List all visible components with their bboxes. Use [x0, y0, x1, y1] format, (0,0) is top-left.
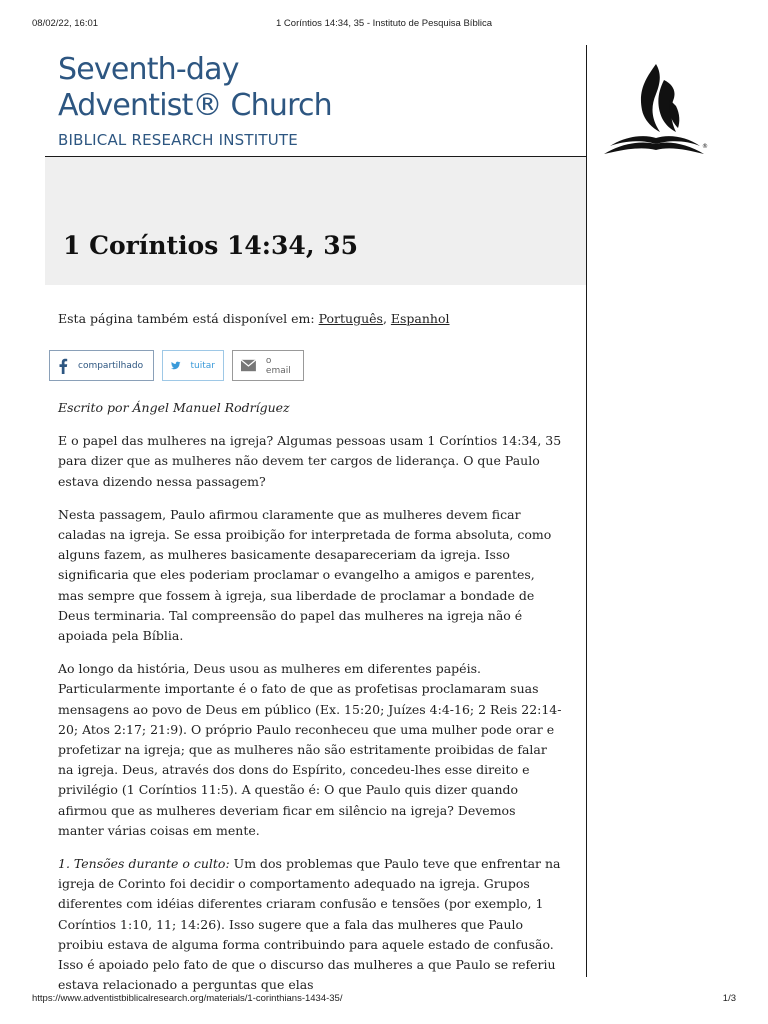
- svg-text:®: ®: [702, 143, 708, 150]
- article-author: Escrito por Ángel Manuel Rodríguez: [58, 400, 290, 415]
- facebook-icon: [58, 358, 68, 374]
- twitter-icon: [171, 359, 181, 372]
- share-email-label: o email: [265, 355, 291, 376]
- site-logo[interactable]: [58, 52, 332, 150]
- availability-prefix: Esta página também está disponível em:: [58, 311, 319, 326]
- adventist-emblem-icon: [600, 60, 708, 160]
- point-1-text: Um dos problemas que Paulo teve que enfrentar na igreja de Corinto foi decidir o comportamento adequado na igreja. Grupos diferentes com idéias diferentes criaram confusão e tensões (por exemplo, 1 Coríntios 1:10, 11; 14:26). Isso sugere que a fala das mulheres que Paulo proibiu estava de alguma forma contribuindo para aquele estado de confusão. Isso é apoiado pelo fato de que o discurso das mulheres a que Paulo se referiu estava relacionado a perguntas que elas: [58, 856, 561, 993]
- share-twitter-label: tuitar: [190, 360, 215, 371]
- print-page-title: 1 Coríntios 14:34, 35 - Instituto de Pesquisa Bíblica: [276, 18, 492, 29]
- article-paragraph: Ao longo da história, Deus usou as mulheres em diferentes papéis. Particularmente importante é o fato de que as profetisas proclamaram suas mensagens ao povo de Deus em público (Ex. 15:20; Juízes 4:4-16; 2 Reis 22:14-20; Atos 2:17; 21:9). O próprio Paulo reconheceu que uma mulher pode orar e profetizar na igreja; que as mulheres não são estritamente proibidas de falar na igreja. Deus, através dos dons do Espírito, concedeu-lhes esse direito e privilégio (1 Coríntios 11:5). A questão é: O que Paulo quis dizer quando afirmou que as mulheres deveriam ficar em silêncio na igreja? Devemos manter várias coisas em mente.: [58, 661, 562, 838]
- lang-link-portuguese[interactable]: Português: [318, 311, 383, 326]
- share-facebook-label: compartilhado: [78, 360, 144, 371]
- point-1-heading: 1. Tensões durante o culto:: [58, 856, 230, 872]
- logo-line-1: Seventh-day: [58, 52, 239, 87]
- article-paragraph-point-1: [58, 854, 563, 995]
- print-datetime: 08/02/22, 16:01: [32, 18, 99, 29]
- article-paragraph: E o papel das mulheres na igreja? Algumas pessoas usam 1 Coríntios 14:34, 35 para dizer que as mulheres não devem ter cargos de liderança. O que Paulo estava dizendo nessa passagem?: [58, 433, 562, 489]
- availability-separator: ,: [382, 311, 391, 326]
- article-paragraph: Nesta passagem, Paulo afirmou claramente que as mulheres devem ficar caladas na igreja. Se essa proibição for interpretada de forma absoluta, como alguns fazem, as mulheres basicamente desapareceriam da igreja. Isso significaria que eles poderiam proclamar o evangelho a amigos e parentes, mas sempre que fossem à igreja, sua liberdade de proclamar a bondade de Deus terminaria. Tal compreensão do papel das mulheres na igreja não é apoiada pela Bíblia.: [58, 506, 552, 644]
- language-availability: [58, 311, 450, 326]
- column-divider: [586, 45, 587, 977]
- lang-link-spanish[interactable]: Espanhol: [390, 311, 450, 326]
- share-twitter-button[interactable]: [162, 350, 224, 381]
- envelope-icon: [241, 359, 256, 372]
- article-body: [58, 398, 563, 1008]
- logo-subtitle: BIBLICAL RESEARCH INSTITUTE: [58, 131, 298, 149]
- print-page-number: 1/3: [722, 993, 736, 1004]
- article-title: 1 Coríntios 14:34, 35: [63, 231, 359, 260]
- share-email-button[interactable]: [232, 350, 304, 381]
- logo-line-2: Adventist® Church: [58, 88, 332, 123]
- print-header: [0, 18, 768, 30]
- share-facebook-button[interactable]: [49, 350, 154, 381]
- title-band: [45, 157, 586, 285]
- print-footer: [0, 993, 768, 1005]
- print-url: https://www.adventistbiblicalresearch.org/materials/1-corinthians-1434-35/: [32, 993, 343, 1004]
